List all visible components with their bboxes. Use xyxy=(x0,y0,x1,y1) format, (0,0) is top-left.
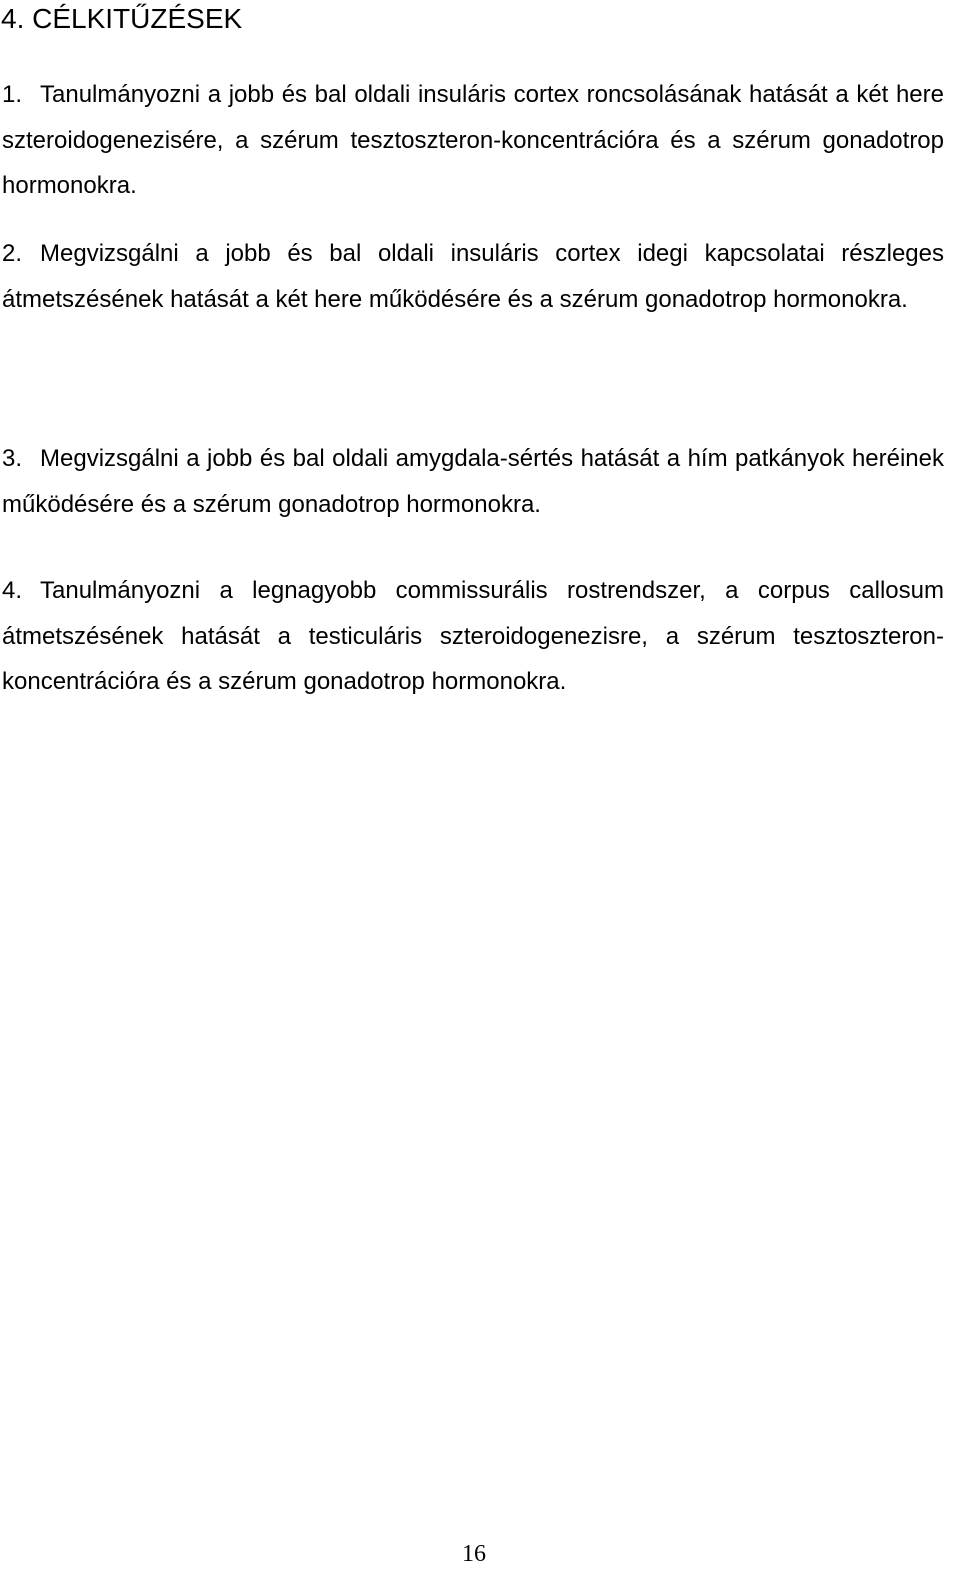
objective-item xyxy=(2,436,944,527)
objective-text: Tanulmányozni a legnagyobb commissurális rostrendszer, a corpus callosum átmetszésének hatását a testiculáris szteroidogenezisre, a szérum tesztoszteron-koncentrációra és a szérum gonadotrop hormonokra. xyxy=(2,577,944,695)
objective-text: Megvizsgálni a jobb és bal oldali amygdala-sértés hatását a hím patkányok heréinek működésére és a szérum gonadotrop hormonokra. xyxy=(2,445,944,518)
objective-text: Megvizsgálni a jobb és bal oldali insuláris cortex idegi kapcsolatai részleges átmetszésének hatását a két here működésére és a szérum gonadotrop hormonokra. xyxy=(2,240,944,313)
objective-number: 2. xyxy=(2,240,23,267)
objective-item xyxy=(2,568,944,705)
objective-number: 3. xyxy=(2,445,23,472)
objective-number: 4. xyxy=(2,577,23,604)
objective-number: 1. xyxy=(2,81,23,108)
objective-text: Tanulmányozni a jobb és bal oldali insuláris cortex roncsolásának hatását a két here szteroidogenezisére, a szérum tesztoszteron-koncentrációra és a szérum gonadotrop hormonokra. xyxy=(2,81,944,199)
page-number: 16 xyxy=(462,1541,486,1567)
objective-item xyxy=(2,72,944,209)
objective-item xyxy=(2,231,944,322)
section-heading: 4. CÉLKITŰZÉSEK xyxy=(1,3,243,34)
